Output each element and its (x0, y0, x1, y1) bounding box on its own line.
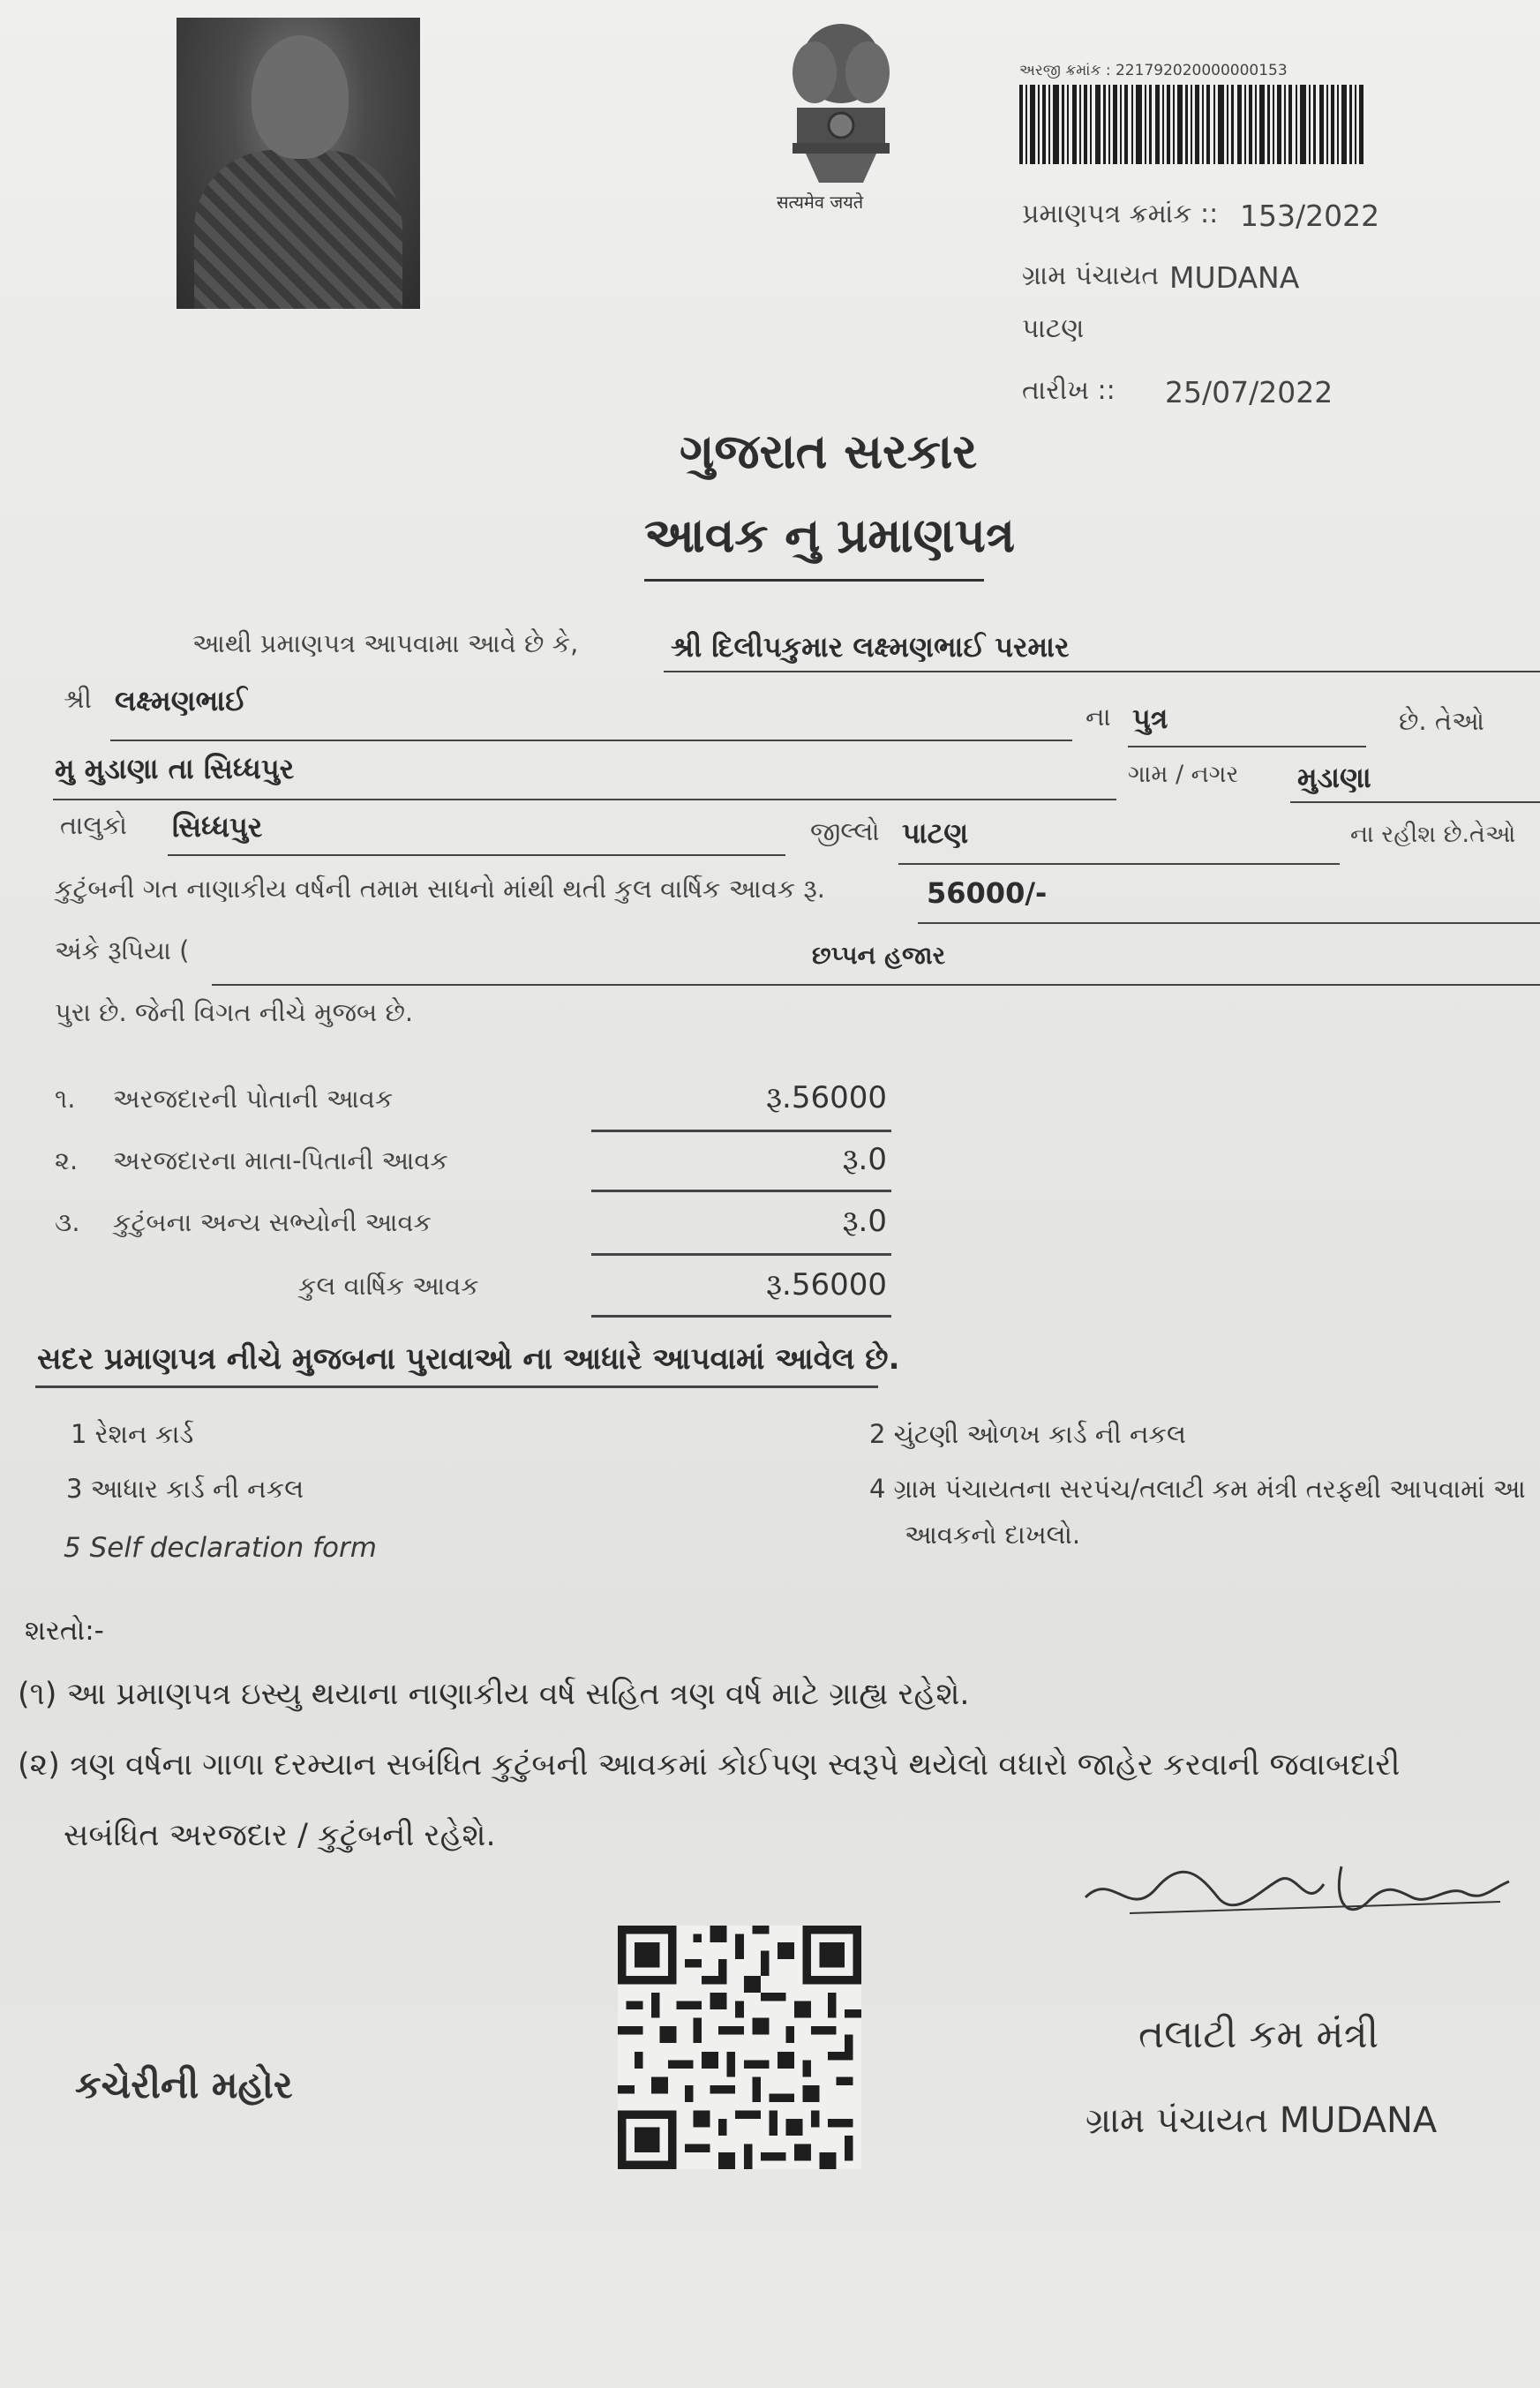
income-value-line (918, 922, 1540, 924)
income-row-no: ૨. (55, 1145, 79, 1175)
total-rule (591, 1315, 891, 1318)
income-row-rule (591, 1190, 891, 1192)
father-name: લક્ષ્મણભાઈ (115, 684, 247, 717)
application-number: અરજી ક્રમાંક : 221792020000000153 (1019, 62, 1288, 79)
income-in-words: છપ્પન હજાર (812, 941, 946, 970)
income-row-no: ૧. (55, 1084, 76, 1114)
certificate-number: 153/2022 (1240, 199, 1380, 233)
taluka: સિધ્ધપુર (172, 810, 263, 844)
income-row-amount: રૂ.0 (842, 1204, 887, 1239)
emblem-motto: सत्यमेव जयते (777, 191, 864, 213)
national-emblem-icon (766, 11, 916, 187)
evidence-heading-underline (35, 1385, 878, 1388)
document-item-4: 4 ગ્રામ પંચાયતના સરપંચ/તલાટી કમ મંત્રી તરફથી આપવામાં આ (869, 1474, 1526, 1504)
income-row-amount: રૂ.56000 (765, 1080, 887, 1115)
office-seal-label: કચેરીની મહોર (75, 2063, 293, 2106)
words-line (212, 984, 1540, 986)
certificate-date: 25/07/2022 (1165, 375, 1333, 409)
words-label: અંકે રૂપિયા ( (55, 935, 190, 965)
district-label: જીલ્લો (810, 816, 880, 846)
address: મુ મુડાણા તા સિધ્ધપુર (55, 752, 295, 785)
applicant-name-line (664, 671, 1540, 672)
income-row-amount: રૂ.0 (842, 1142, 887, 1177)
taluka-label: તાલુકો (60, 810, 127, 840)
applicant-name: શ્રી દિલીપકુમાર લક્ષ્મણભાઈ પરમાર (671, 630, 1070, 664)
taluka-line (168, 854, 785, 856)
income-row-no: ૩. (55, 1207, 80, 1237)
panchayat-name: MUDANA (1169, 260, 1300, 295)
village-line (1290, 801, 1540, 803)
conditions-heading: શરતો:- (25, 1615, 104, 1647)
officer-signature (1077, 1836, 1518, 1933)
address-line (53, 799, 1116, 800)
details-line: પુરા છે. જેની વિગત નીચે મુજબ છે. (55, 997, 414, 1027)
income-row-label: કુટુંબના અન્ય સભ્યોની આવક (113, 1207, 432, 1237)
che-teo: છે. તેઓ (1399, 706, 1484, 736)
district-line: પાટણ (1022, 313, 1085, 344)
document-item-5: 5 Self declaration form (64, 1532, 377, 1564)
annual-income-value: 56000/- (927, 876, 1048, 910)
na-label: ના (1086, 702, 1111, 732)
resident-text: ના રહીશ છે.તેઓ (1350, 821, 1516, 848)
relation: પુત્ર (1132, 702, 1168, 735)
government-title: ગુજરાત સરકાર (680, 424, 978, 479)
total-income-amount: રૂ.56000 (765, 1267, 887, 1303)
date-label: તારીખ :: (1022, 375, 1116, 406)
certificate-title: આવક નુ પ્રમાણપત્ર (644, 507, 1016, 563)
village: મુડાણા (1297, 761, 1371, 794)
officer-panchayat: ગ્રામ પંચાયત MUDANA (1086, 2100, 1438, 2141)
officer-title: તલાટી કમ મંત્રી (1138, 2012, 1379, 2057)
condition-2: (૨) ત્રણ વર્ષના ગાળા દરમ્યાન સબંધિત કુટુંબની આવકમાં કોઈપણ સ્વરૂપે થયેલો વધારો જાહેર કરવાની જવાબદારી (18, 1747, 1401, 1783)
condition-2-cont: સબંધિત અરજદાર / કુટુંબની રહેશે. (64, 1818, 496, 1853)
intro-text: આથી પ્રમાણપત્ર આપવામા આવે છે કે, (192, 628, 579, 658)
district-line-rule (898, 863, 1340, 865)
document-item-4-cont: આવકનો દાખલો. (905, 1520, 1081, 1550)
relation-line (1128, 746, 1366, 747)
document-item-1: 1 રેશન કાર્ડ (71, 1419, 194, 1449)
income-row-label: અરજદારની પોતાની આવક (113, 1084, 394, 1114)
condition-1: (૧) આ પ્રમાણપત્ર ઇસ્યુ થયાના નાણાકીય વર્ષ સહિત ત્રણ વર્ષ માટે ગ્રાહ્ય રહેશે. (18, 1677, 970, 1712)
shri-label: શ્રી (64, 684, 92, 714)
document-item-3: 3 આધાર કાર્ડ ની નકલ (66, 1474, 304, 1504)
certificate-number-label: પ્રમાણપત્ર ક્રમાંક :: (1022, 199, 1219, 229)
applicant-photo (177, 18, 420, 309)
panchayat-label: ગ્રામ પંચાયત (1022, 260, 1160, 291)
income-row-label: અરજદારના માતા-પિતાની આવક (113, 1145, 448, 1175)
barcode (1019, 85, 1363, 164)
evidence-heading: સદર પ્રમાણપત્ર નીચે મુજબના પુરાવાઓ ના આધારે આપવામાં આવેલ છે. (37, 1341, 900, 1377)
village-label: ગામ / નગર (1128, 761, 1239, 788)
district: પાટણ (902, 816, 969, 850)
income-row-rule (591, 1253, 891, 1256)
father-name-line (110, 740, 1072, 741)
qr-code (618, 1915, 861, 2180)
title-underline (644, 579, 984, 582)
income-statement: કુટુંબની ગત નાણાકીય વર્ષની તમામ સાધનો માંથી થતી કુલ વાર્ષિક આવક રૂ. (55, 874, 826, 904)
total-income-label: કુલ વાર્ષિક આવક (298, 1271, 479, 1301)
income-row-rule (591, 1130, 891, 1132)
document-item-2: 2 ચુંટણી ઓળખ કાર્ડ ની નકલ (869, 1419, 1186, 1449)
